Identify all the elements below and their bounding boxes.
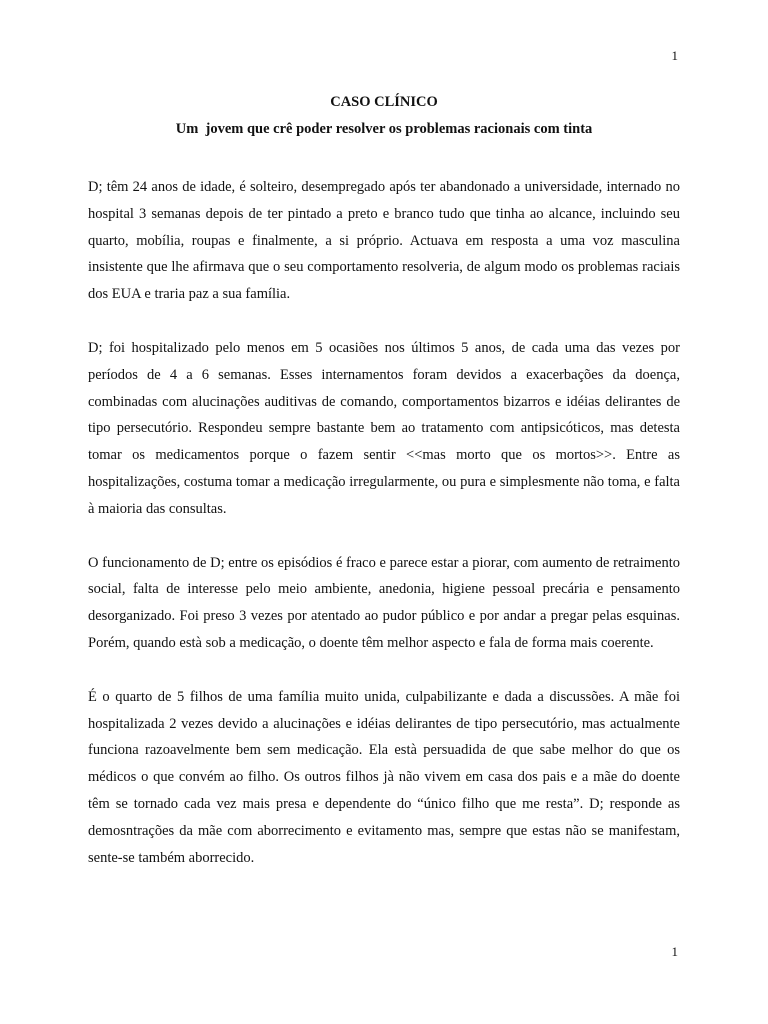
document-subtitle: Um jovem que crê poder resolver os problemas racionais com tinta (175, 121, 593, 137)
document-title: CASO CLÍNICO (330, 94, 438, 110)
document-body (88, 174, 680, 898)
paragraph-4: É o quarto de 5 filhos de uma família muito unida, culpabilizante e dada a discussões. A mãe foi hospitalizada 2 vezes devido a alucinações e idéias delirantes de tipo persecutório, mas actualmente funciona razoavelmente bem sem medicação. Ela està persuadida de que sabe melhor do que os médicos o que convém ao filho. Os outros filhos jà não vivem em casa dos pais e a mãe do doente têm se tornado cada vez mais presa e dependente do “único filho que me resta”. D; responde as demosntrações da mãe com aborrecimento e evitamento mas, sempre que estas não se manifestam, sente-se também aborrecido. (88, 688, 680, 866)
header-page-number: 1 (671, 48, 678, 63)
paragraph-2: D; foi hospitalizado pelo menos em 5 ocasiões nos últimos 5 anos, de cada uma das vezes por períodos de 4 a 6 semanas. Esses internamentos foram devidos a exacerbações da doença, combinadas com alucinações auditivas de comando, comportamentos bizarros e idéias delirantes de tipo persecutório. Respondeu sempre bastante bem ao tratamento com antipsicóticos, mas detesta tomar os medicamentos porque o fazem sentir <<mas morto que os mortos>>. Entre as hospitalizações, costuma tomar a medicação irregularmente, ou pura e simplesmente não toma, e falta à maioria das consultas. (88, 339, 680, 517)
paragraph-1: D; têm 24 anos de idade, é solteiro, desempregado após ter abandonado a universidade, internado no hospital 3 semanas depois de ter pintado a preto e branco tudo que tinha ao alcance, incluindo seu quarto, mobília, roupas e finalmente, a si próprio. Actuava em resposta a uma voz masculina insistente que lhe afirmava que o seu comportamento resolveria, de algum modo os problemas raciais dos EUA e traria paz a sua família. (88, 179, 680, 303)
paragraph-3: O funcionamento de D; entre os episódios é fraco e parece estar a piorar, com aumento de retraimento social, falta de interesse pelo meio ambiente, anedonia, higiene pessoal precária e pensamento desorganizado. Foi preso 3 vezes por atentado ao pudor público e por andar a pregar pelas esquinas. Porém, quando està sob a medicação, o doente têm melhor aspecto e fala de forma mais coerente. (88, 554, 680, 651)
footer-page-number: 1 (671, 944, 678, 959)
